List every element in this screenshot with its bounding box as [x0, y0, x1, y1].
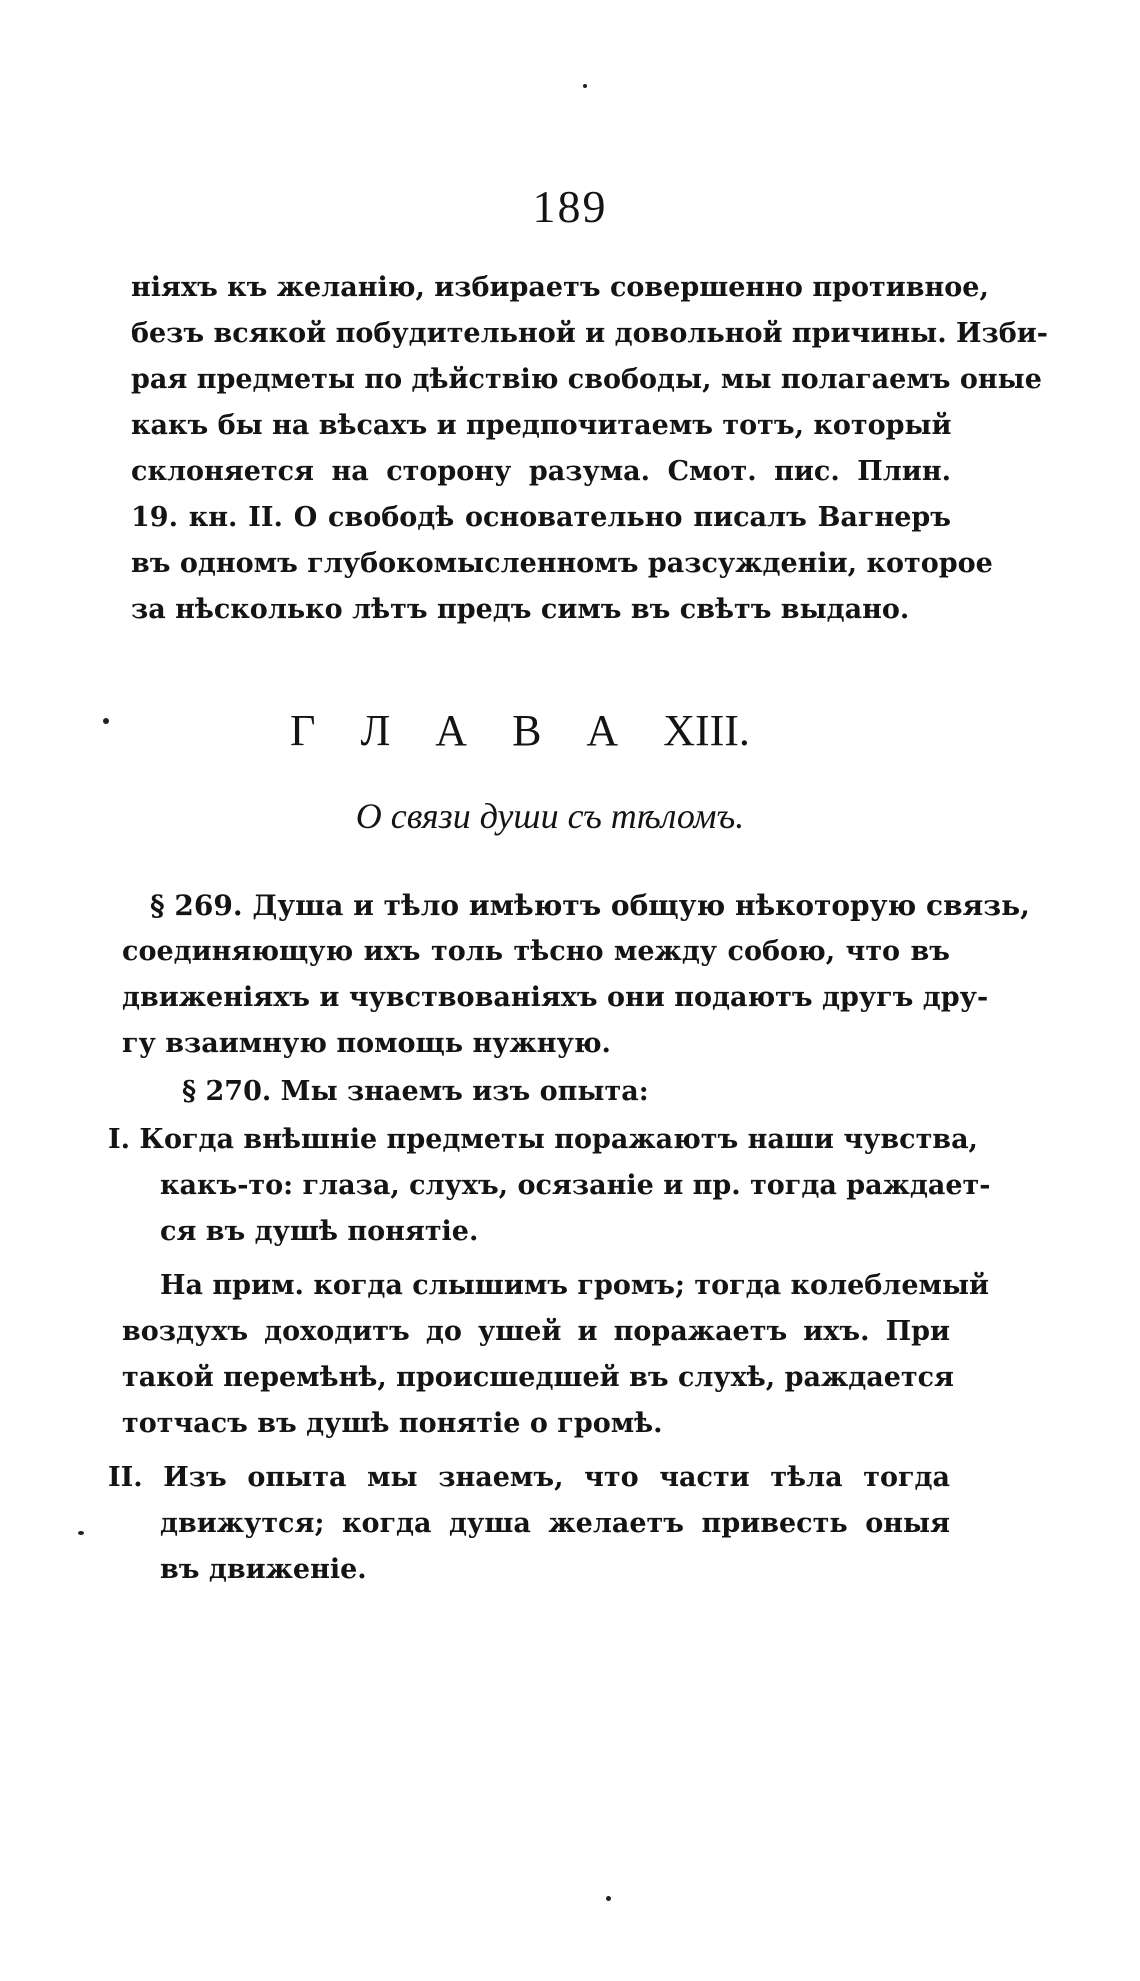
ink-speck [103, 718, 109, 724]
example-line: На прим. когда слышимъ громъ; тогда колеблемый [160, 1270, 990, 1301]
section-269-line: § 269. Душа и тѣло имѣютъ общую нѣкоторую связь, [150, 889, 1030, 922]
chapter-heading-letter: А [435, 705, 468, 755]
chapter-heading-letter: Л [360, 705, 391, 755]
list-item-1-line: I. Когда внѣшніе предметы поражаютъ наши чувства, [108, 1124, 978, 1155]
text-line: какъ бы на вѣсахъ и предпочитаемъ тотъ, который [131, 410, 952, 441]
example-line: тотчасъ въ душѣ понятіе о громѣ. [122, 1408, 663, 1439]
chapter-heading [290, 700, 750, 760]
ink-speck [78, 1531, 84, 1535]
section-269-line: гу взаимную помощь нужную. [122, 1028, 611, 1059]
chapter-number: XIII. [663, 705, 750, 755]
list-item-2-line: въ движеніе. [160, 1554, 367, 1585]
example-line: воздухъ доходитъ до ушей и поражаетъ ихъ. При [122, 1316, 950, 1347]
example-line: такой перемѣнѣ, происшедшей въ слухѣ, раждается [122, 1362, 955, 1393]
ink-speck [583, 84, 587, 88]
text-line: въ одномъ глубокомысленномъ разсужденіи, которое [131, 548, 993, 579]
ink-speck [606, 1896, 611, 1901]
text-line: за нѣсколько лѣтъ предъ симъ въ свѣтъ выдано. [131, 594, 910, 625]
text-line: безъ всякой побудительной и довольной причины. Изби- [131, 318, 1048, 349]
chapter-heading-letter: Г [290, 705, 316, 755]
list-item-1-line: какъ-то: глаза, слухъ, осязаніе и пр. тогда раждает- [160, 1170, 991, 1201]
text-line: 19. кн. II. О свободѣ основательно писалъ Вагнеръ [131, 502, 951, 533]
text-line: склоняется на сторону разума. Смот. пис. Плин. [131, 456, 951, 487]
list-item-2-line: II. Изъ опыта мы знаемъ, что части тѣла тогда [108, 1462, 950, 1493]
list-item-1-line: ся въ душѣ понятіе. [160, 1216, 479, 1247]
list-item-2-line: движутся; когда душа желаетъ привесть оныя [160, 1508, 950, 1539]
page-number: 189 [532, 181, 608, 232]
section-269-line: соединяющую ихъ толь тѣсно между собою, что въ [122, 936, 950, 967]
chapter-heading-letter: А [586, 705, 619, 755]
chapter-heading-letter: В [512, 705, 542, 755]
text-line: ніяхъ къ желанію, избираетъ совершенно противное, [131, 272, 989, 303]
section-270-intro: § 270. Мы знаемъ изъ опыта: [182, 1076, 649, 1107]
section-269-line: движеніяхъ и чувствованіяхъ они подаютъ другъ дру- [122, 982, 989, 1013]
chapter-title: О связи души съ тѣломъ. [355, 796, 745, 836]
text-line: рая предметы по дѣйствію свободы, мы полагаемъ оные [131, 364, 1042, 395]
